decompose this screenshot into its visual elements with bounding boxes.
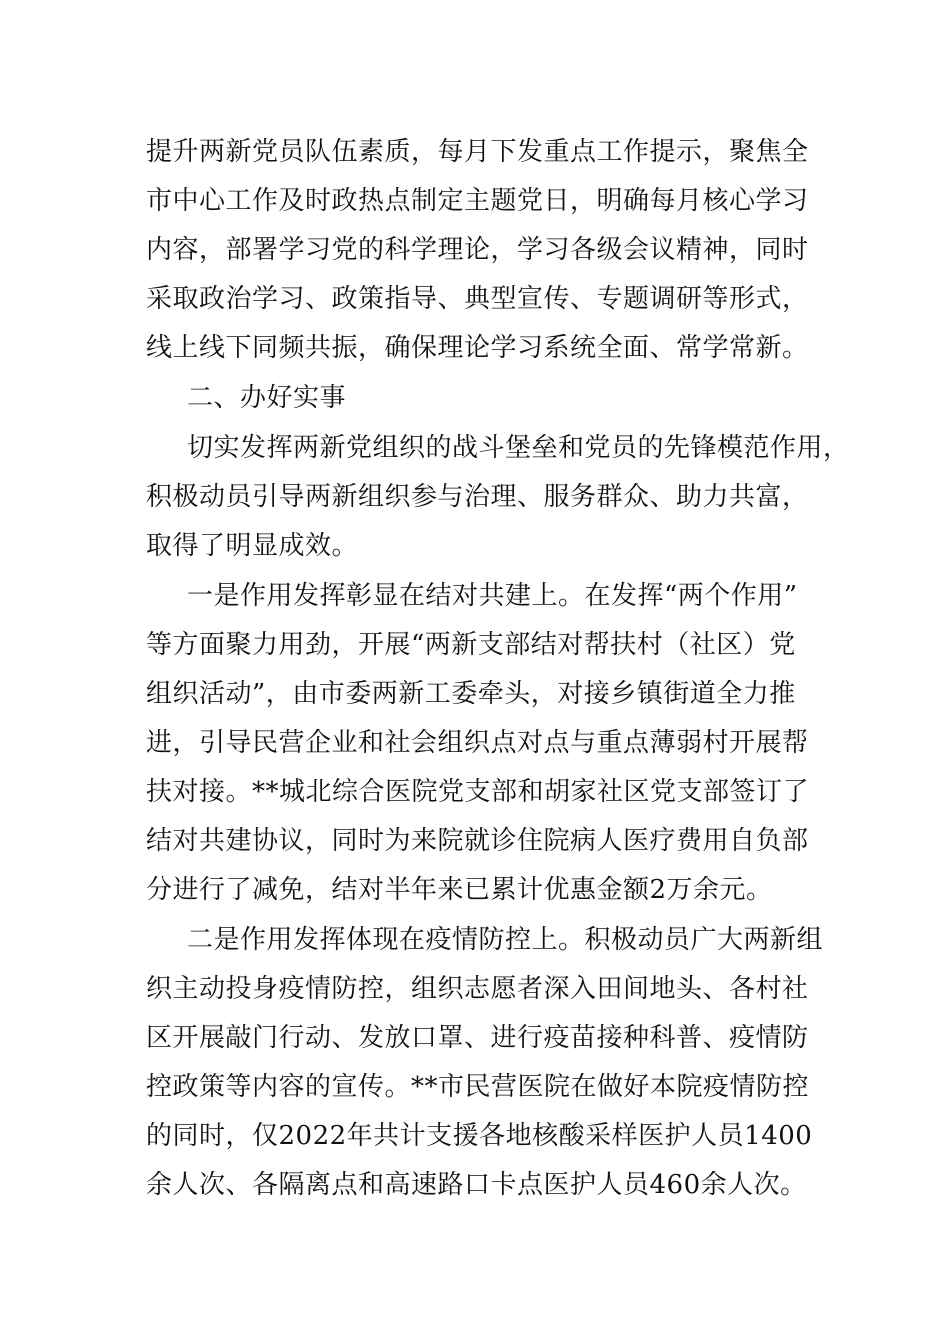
section-heading: 二、办好实事 — [187, 383, 347, 413]
paragraph-line: 市中心工作及时政热点制定主题党日，明确每月核心学习 — [146, 186, 809, 216]
paragraph-line: 分进行了减免，结对半年来已累计优惠金额2万余元。 — [146, 875, 773, 905]
paragraph-line: 积极动员引导两新组织参与治理、服务群众、助力共富， — [146, 482, 809, 512]
paragraph-line: 结对共建协议，同时为来院就诊住院病人医疗费用自负部 — [146, 826, 809, 856]
paragraph-line: 采取政治学习、政策指导、典型宣传、专题调研等形式， — [146, 284, 809, 314]
paragraph-line: 内容，部署学习党的科学理论，学习各级会议精神，同时 — [146, 235, 809, 265]
paragraph-line: 扶对接。**城北综合医院党支部和胡家社区党支部签订了 — [146, 777, 810, 807]
paragraph-line: 一是作用发挥彰显在结对共建上。在发挥“两个作用” — [187, 581, 798, 611]
paragraph-line: 等方面聚力用劲，开展“两新支部结对帮扶村（社区）党 — [146, 630, 796, 660]
paragraph-line: 线上线下同频共振，确保理论学习系统全面、常学常新。 — [146, 333, 809, 363]
paragraph-line: 织主动投身疫情防控，组织志愿者深入田间地头、各村社 — [146, 974, 809, 1004]
paragraph-line: 切实发挥两新党组织的战斗堡垒和党员的先锋模范作用， — [187, 433, 850, 463]
paragraph-line: 区开展敲门行动、发放口罩、进行疫苗接种科普、疫情防 — [146, 1023, 809, 1053]
paragraph-line: 进，引导民营企业和社会组织点对点与重点薄弱村开展帮 — [146, 728, 809, 758]
paragraph-line: 二是作用发挥体现在疫情防控上。积极动员广大两新组 — [187, 925, 824, 955]
paragraph-line: 提升两新党员队伍素质，每月下发重点工作提示，聚焦全 — [146, 137, 809, 167]
paragraph-line: 的同时，仅2022年共计支援各地核酸采样医护人员1400 — [146, 1121, 813, 1151]
paragraph-line: 组织活动”，由市委两新工委牵头，对接乡镇街道全力推 — [146, 679, 796, 709]
paragraph-line: 取得了明显成效。 — [146, 531, 359, 561]
paragraph-line: 余人次、各隔离点和高速路口卡点医护人员460余人次。 — [146, 1170, 807, 1200]
paragraph-line: 控政策等内容的宣传。**市民营医院在做好本院疫情防控 — [146, 1072, 810, 1102]
